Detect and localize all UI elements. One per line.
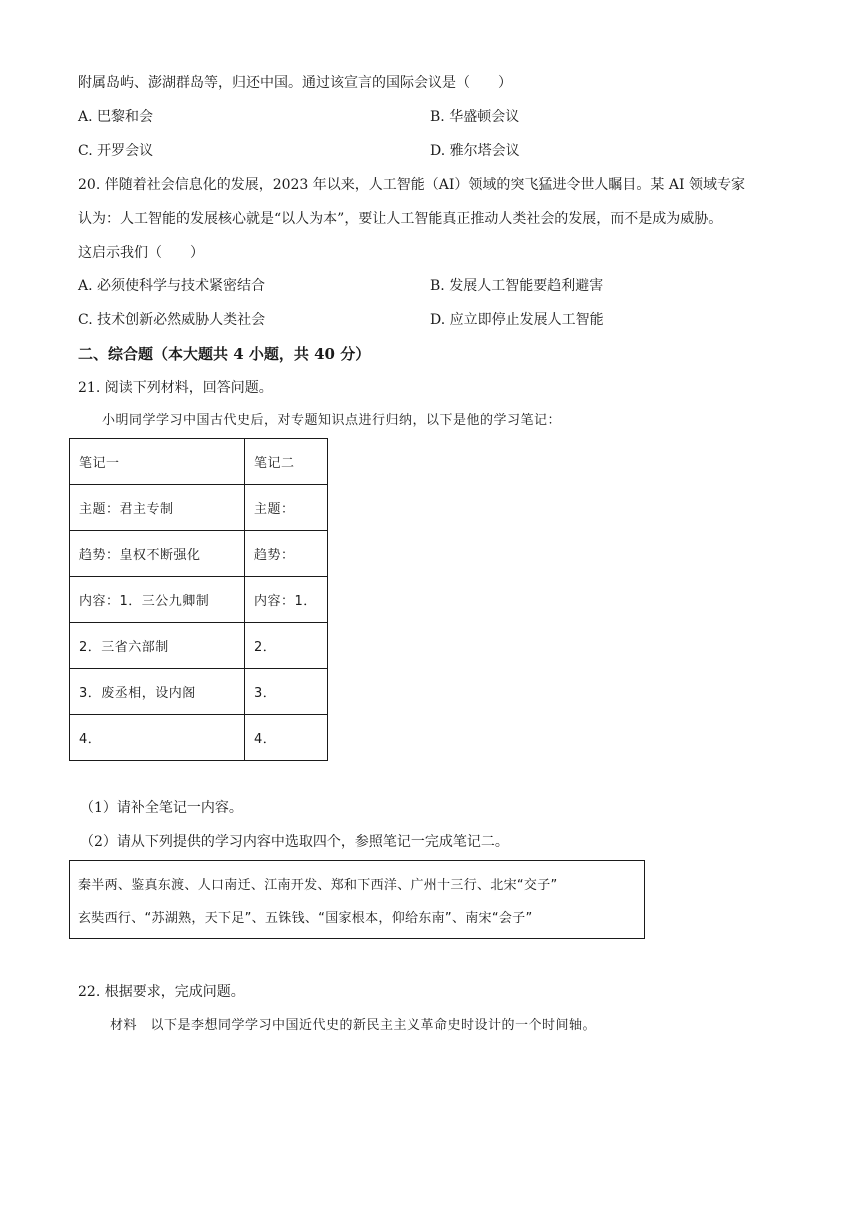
table-cell: 笔记一 (70, 439, 245, 485)
table-cell: 主题： (245, 485, 328, 531)
section-heading: 二、综合题（本大题共 4 小题，共 40 分） (78, 345, 371, 363)
table-cell: 趋势：皇权不断强化 (70, 531, 245, 577)
table-cell: 趋势： (245, 531, 328, 577)
table-row (70, 669, 328, 715)
q20-option-c[interactable]: C. 技术创新必然威胁人类社会 (78, 312, 266, 328)
q21-intro: 小明同学学习中国古代史后，对专题知识点进行归纳，以下是他的学习笔记： (102, 413, 562, 428)
q19-option-d[interactable]: D. 雅尔塔会议 (430, 143, 520, 159)
table-cell: 主题：君主专制 (70, 485, 245, 531)
q21-sub-question-1: （1）请补全笔记一内容。 (80, 800, 243, 816)
table-cell: 3． (245, 669, 328, 715)
table-cell: 4． (70, 715, 245, 761)
q20-option-b[interactable]: B. 发展人工智能要趋利避害 (430, 278, 604, 294)
learning-content-box (69, 860, 645, 939)
table-cell: 4． (245, 715, 328, 761)
q20-stem-line-2: 认为：人工智能的发展核心就是“以人为本”，要让人工智能真正推动人类社会的发展，而不是成为威胁。 (78, 211, 723, 227)
table-row (70, 577, 328, 623)
q19-stem: 附属岛屿、澎湖群岛等，归还中国。通过该宣言的国际会议是（ ） (78, 75, 512, 91)
q21-stem: 21. 阅读下列材料，回答问题。 (78, 380, 273, 396)
notes-table (69, 438, 328, 761)
q22-material: 材料 以下是李想同学学习中国近代史的新民主主义革命史时设计的一个时间轴。 (110, 1018, 597, 1033)
box-line-1: 秦半两、鉴真东渡、人口南迁、江南开发、郑和下西洋、广州十三行、北宋“交子” (78, 878, 558, 893)
table-row (70, 531, 328, 577)
table-cell: 2．三省六部制 (70, 623, 245, 669)
table-cell: 笔记二 (245, 439, 328, 485)
q20-stem-line-1: 20. 伴随着社会信息化的发展，2023 年以来，人工智能（AI）领域的突飞猛进令世人瞩目。某 AI 领域专家 (78, 177, 745, 193)
q20-option-d[interactable]: D. 应立即停止发展人工智能 (430, 312, 604, 328)
q19-option-c[interactable]: C. 开罗会议 (78, 143, 154, 159)
table-cell: 2． (245, 623, 328, 669)
table-cell: 3．废丞相，设内阁 (70, 669, 245, 715)
q19-option-b[interactable]: B. 华盛顿会议 (430, 109, 520, 125)
q21-sub-question-2: （2）请从下列提供的学习内容中选取四个，参照笔记一完成笔记二。 (80, 834, 509, 850)
box-line-2: 玄奘西行、“苏湖熟，天下足”、五铢钱、“国家根本，仰给东南”、南宋“会子” (78, 911, 533, 926)
q20-stem-line-3: 这启示我们（ ） (78, 245, 204, 261)
table-row (70, 485, 328, 531)
table-row (70, 715, 328, 761)
table-row (70, 623, 328, 669)
q22-stem: 22. 根据要求，完成问题。 (78, 984, 245, 1000)
table-cell: 内容：1．三公九卿制 (70, 577, 245, 623)
table-cell: 内容：1． (245, 577, 328, 623)
table-row (70, 439, 328, 485)
q20-option-a[interactable]: A. 必须使科学与技术紧密结合 (78, 278, 266, 294)
q19-option-a[interactable]: A. 巴黎和会 (78, 109, 154, 125)
